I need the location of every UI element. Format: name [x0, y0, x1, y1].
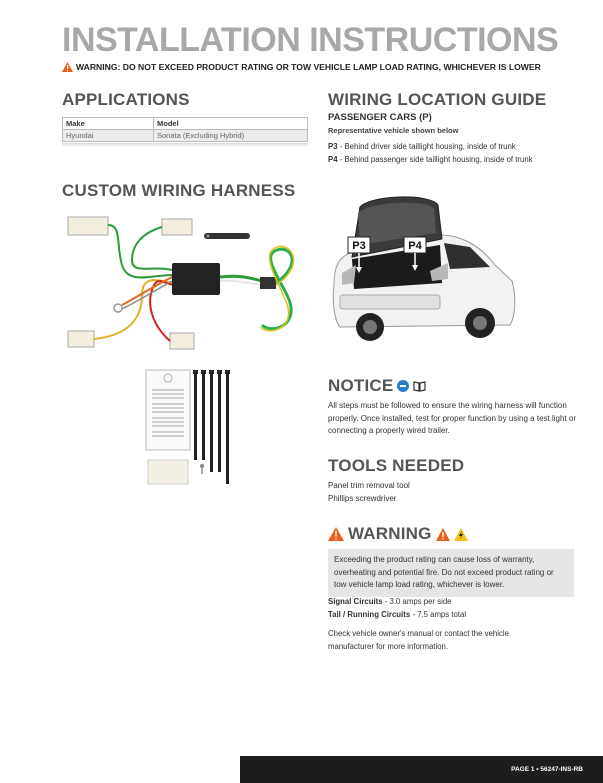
- check-manual-text: Check vehicle owner's manual or contact the vehicle manufacturer for more information.: [328, 629, 509, 651]
- table-row: [63, 130, 308, 142]
- wiring-list: [328, 141, 533, 166]
- notice-text: All steps must be followed to ensure the wiring harness will function properly. Once installed, test for proper function by using a test light or connecting a properly wired trailer.: [328, 401, 576, 435]
- screw-icon: [200, 464, 204, 474]
- notice-heading-row: [328, 376, 426, 396]
- applications-heading: APPLICATIONS: [62, 90, 190, 109]
- adhesive-pad: [148, 460, 188, 484]
- list-item: P3 - Behind driver side taillight housing, inside of trunk: [328, 142, 516, 151]
- electrical-hazard-icon: [454, 528, 468, 541]
- manual-book-icon: [413, 380, 426, 392]
- list-item: Signal Circuits - 3.0 amps per side: [328, 597, 452, 606]
- page-title: INSTALLATION INSTRUCTIONS: [62, 21, 559, 59]
- connector-icon: [68, 217, 108, 235]
- circuit-ratings: [328, 596, 466, 621]
- footer-text: PAGE 1 • 56247-INS-RB: [511, 766, 583, 773]
- connector-icon: [162, 219, 192, 235]
- warning-heading: WARNING: [348, 524, 432, 543]
- column-header-model: Model: [154, 118, 308, 130]
- column-header-make: Make: [63, 118, 154, 130]
- label-p3: P3: [352, 240, 366, 252]
- notice-heading: NOTICE: [328, 376, 394, 395]
- strap-icon: [204, 233, 250, 239]
- warning-box: Exceeding the product rating can cause loss of warranty, overheating and potential fire. Do not exceed product rating or tow vehicle lamp load rating, whichever is lower.: [328, 549, 574, 597]
- wiring-note: Representative vehicle shown below: [328, 126, 459, 135]
- header-warning-text: WARNING: DO NOT EXCEED PRODUCT RATING OR TOW VEHICLE LAMP LOAD RATING, WHICHEVER IS LOWER: [76, 62, 541, 72]
- header-warning: [62, 62, 541, 72]
- list-item: Phillips screwdriver: [328, 493, 397, 503]
- table-header-row: [63, 118, 308, 130]
- cell-make: Hyundai: [63, 130, 154, 142]
- connector-icon: [170, 333, 194, 349]
- module-box: [172, 263, 220, 295]
- list-item: Tail / Running Circuits - 7.5 amps total: [328, 609, 467, 619]
- hardware-kit-image: [140, 368, 255, 488]
- wiring-subheading: PASSENGER CARS (P): [328, 112, 432, 123]
- label-p4: P4: [408, 240, 422, 252]
- harness-heading: CUSTOM WIRING HARNESS: [62, 181, 296, 200]
- list-item: P4 - Behind passenger side taillight housing, inside of trunk: [328, 154, 533, 164]
- table-shadow: [62, 143, 308, 147]
- connector-icon: [68, 331, 94, 347]
- 4-way-connector-icon: [260, 277, 276, 289]
- warning-icon: [328, 527, 344, 541]
- harness-image: [62, 205, 312, 355]
- notice-info-icon: [397, 380, 409, 392]
- list-item: Panel trim removal tool: [328, 481, 410, 490]
- vehicle-image: [330, 185, 520, 345]
- cell-model: Sonata (Excluding Hybrid): [154, 130, 308, 142]
- warning-icon: [436, 528, 450, 541]
- warning-heading-row: [328, 524, 468, 544]
- wiring-heading: WIRING LOCATION GUIDE: [328, 90, 547, 109]
- tools-list: [328, 480, 410, 505]
- warning-icon: [62, 62, 73, 72]
- page-footer: [240, 756, 603, 783]
- tools-heading: TOOLS NEEDED: [328, 456, 465, 475]
- applications-table: [62, 117, 308, 142]
